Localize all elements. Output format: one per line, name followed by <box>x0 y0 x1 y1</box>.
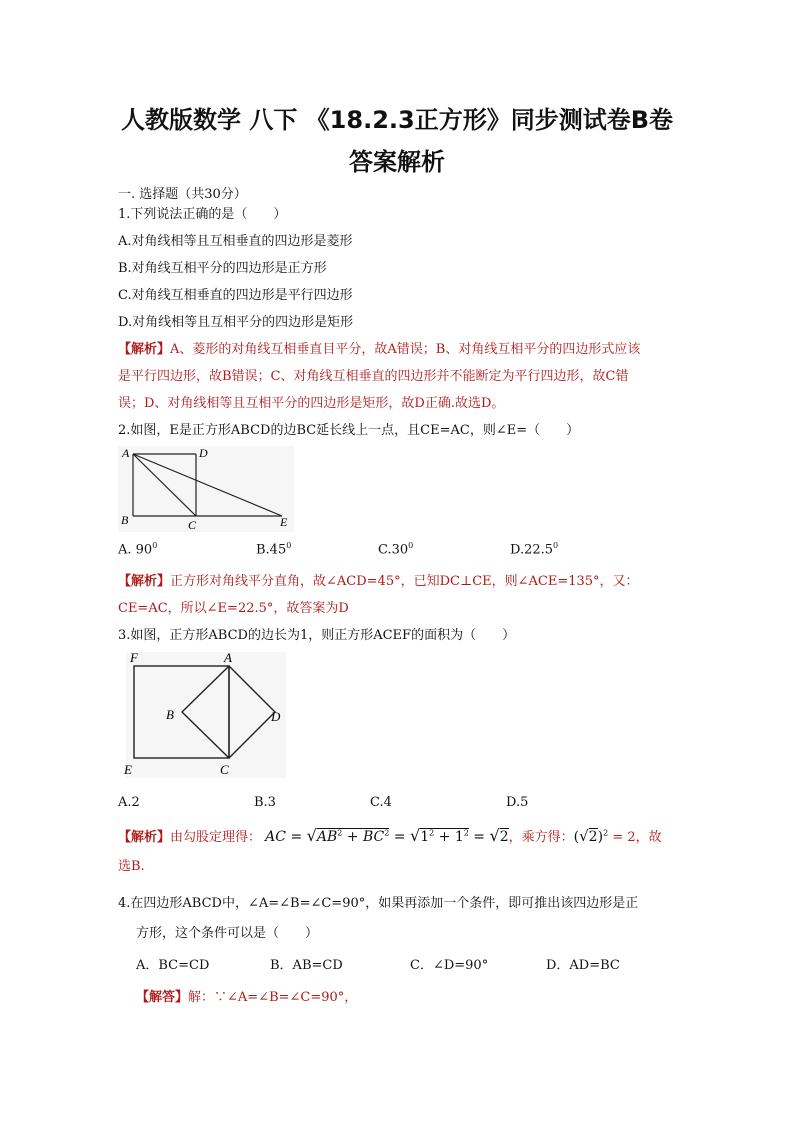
q2-option-c <box>378 541 413 557</box>
q3-formula-eq: = <box>286 829 307 845</box>
q2-figure <box>116 444 296 534</box>
q2-label-c: C <box>188 518 197 532</box>
q4-answer-tag: 【解答】 <box>136 990 189 1005</box>
section-heading: 一. 选择题（共30分） <box>118 187 247 202</box>
q3-radicand-2-one-b: 1 <box>454 829 464 845</box>
q3-radicand-1-sq: 2 <box>337 828 343 838</box>
q3-sqrt-sign-3: √ <box>489 826 500 845</box>
document-title: 人教版数学 八下 《18.2.3正方形》同步测试卷B卷 <box>120 106 674 134</box>
q3-option-b: B.3 <box>254 795 276 810</box>
q3-formula-eq-3: = <box>468 829 490 845</box>
q3-figure <box>118 648 298 780</box>
q3-stem: 3.如图，正方形ABCD的边长为1，则正方形ACEF的面积为（ ） <box>118 628 516 643</box>
q1-option-d: D.对角线相等且互相平分的四边形是矩形 <box>118 315 354 330</box>
q1-option-c: C.对角线互相垂直的四边形是平行四边形 <box>118 288 353 303</box>
q2-label-a: A <box>122 446 130 460</box>
q1-option-b: B.对角线互相平分的四边形是正方形 <box>118 261 327 276</box>
q3-analysis-tag: 【解析】 <box>118 830 171 845</box>
q3-option-d: D.5 <box>506 795 529 810</box>
q4-answer-text: 解：∵∠A=∠B=∠C=90°， <box>188 990 358 1005</box>
q3-radicand-1-sq2: 2 <box>384 828 390 838</box>
q3-radicand-2 <box>420 828 469 845</box>
q3-label-c: C <box>220 762 229 777</box>
q4-option-b: B．AB=CD <box>270 958 343 973</box>
q3-analysis-line-2: 选B. <box>118 859 145 874</box>
q3-label-f: F <box>130 650 138 665</box>
q2-label-e: E <box>280 515 288 529</box>
q3-label-a: A <box>224 650 232 665</box>
q3-formula-lhs: AC <box>265 829 286 845</box>
q2-analysis-line-2: CE=AC，所以∠E=22.5°，故答案为D <box>118 601 349 616</box>
q4-stem-line-2: 方形，这个条件可以是（ ） <box>136 926 319 941</box>
q3-radicand-1-ab: AB <box>316 829 338 845</box>
q2-analysis-line-1 <box>118 570 639 589</box>
q2-option-a-text: A. 90 <box>118 542 153 558</box>
q2-option-c-text: C.30 <box>378 542 409 558</box>
q2-option-a <box>118 541 157 557</box>
q3-radicand-2-one: 1 <box>420 829 430 845</box>
q3-sqrt-sign-2: √ <box>409 826 421 845</box>
q3-radicand-2-sq2: 2 <box>463 828 469 838</box>
q2-option-a-degree: 0 <box>152 541 158 550</box>
q4-answer-line <box>136 986 357 1005</box>
q2-label-b: B <box>121 513 129 527</box>
q3-radicand-1-bc: BC <box>362 829 385 845</box>
q1-stem: 1.下列说法正确的是（ ） <box>118 207 287 222</box>
q2-option-d <box>510 541 558 557</box>
q3-option-c: C.4 <box>370 795 392 810</box>
q2-option-d-degree: 0 <box>553 541 559 550</box>
q1-analysis-line-1 <box>118 338 640 357</box>
q3-radicand-2-plus: + <box>434 829 455 845</box>
q3-formula-eq-2: = <box>389 829 410 845</box>
q2-option-b <box>256 541 291 557</box>
q4-option-d: D．AD=BC <box>546 958 620 973</box>
q3-analysis-line-1 <box>118 826 662 845</box>
q2-label-d: D <box>199 446 208 460</box>
q3-option-a: A.2 <box>118 795 140 810</box>
q3-label-d: D <box>271 709 281 724</box>
q3-label-e: E <box>124 762 132 777</box>
q1-analysis-line-3: 误；D、对角线相等且互相平分的四边形是矩形，故D正确.故选D。 <box>118 396 505 411</box>
q3-figure-background <box>126 652 286 778</box>
q3-result-radicand: 2 <box>499 829 509 845</box>
q2-option-b-text: B.45 <box>256 542 287 558</box>
q3-label-b: B <box>166 707 174 722</box>
q3-radicand-1-plus: + <box>342 829 363 845</box>
q3-analysis-mid: ，乘方得： <box>508 830 574 845</box>
q3-paren-left: ( <box>573 829 580 845</box>
q1-analysis-line-2: 是平行四边形，故B错误；C、对角线互相垂直的四边形并不能断定为平行四边形，故C错 <box>118 369 629 384</box>
document-subtitle: 答案解析 <box>349 148 445 176</box>
q2-stem: 2.如图，E是正方形ABCD的边BC延长线上一点，且CE=AC，则∠E=（ ） <box>118 423 580 438</box>
q2-analysis-text-1: 正方形对角线平分直角，故∠ACD=45°，已知DC⊥CE，则∠ACE=135°，又： <box>170 574 639 589</box>
q3-paren-radicand: 2 <box>588 829 598 845</box>
q2-option-b-degree: 0 <box>286 541 292 550</box>
q2-option-c-degree: 0 <box>408 541 414 550</box>
q3-paren-sq: 2 <box>603 828 609 838</box>
q2-analysis-tag: 【解析】 <box>118 574 171 589</box>
q3-analysis-text-1: 由勾股定理得： <box>170 830 262 845</box>
q4-option-c: C．∠D=90° <box>410 958 489 973</box>
q4-option-a: A．BC=CD <box>136 958 210 973</box>
q3-paren-right: ) <box>597 829 604 845</box>
q3-analysis-tail: = 2，故 <box>608 830 662 845</box>
q4-stem-line-1: 4.在四边形ABCD中，∠A=∠B=∠C=90°，如果再添加一个条件，即可推出该四边形是正 <box>118 896 639 911</box>
q1-option-a: A.对角线相等且互相垂直的四边形是菱形 <box>118 234 353 249</box>
q1-analysis-tag: 【解析】 <box>118 342 171 357</box>
q1-analysis-text-1: A、菱形的对角线互相垂直目平分，故A错误；B、对角线互相平分的四边形式应该 <box>170 342 641 357</box>
q3-sqrt-sign-1: √ <box>306 826 317 845</box>
q3-radicand-1 <box>317 828 390 845</box>
q3-sqrt-sign-4: √ <box>579 827 589 845</box>
q2-option-d-text: D.22.5 <box>510 542 554 558</box>
q3-radicand-2-sq: 2 <box>429 828 435 838</box>
